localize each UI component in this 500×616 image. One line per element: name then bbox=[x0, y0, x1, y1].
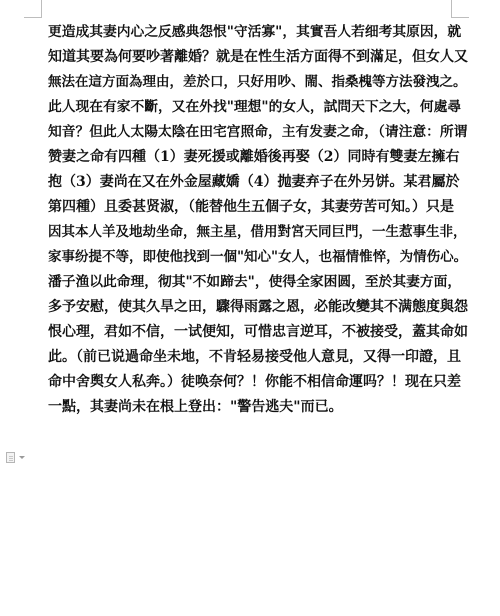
text-line: 知道其要為何要吵著離婚？就是在性生活方面得不到滿足，但女人又 bbox=[48, 49, 468, 65]
text-line: 知音？但此人太陽太陰在田宅宫照命，主有发妻之命，（请注意：所谓 bbox=[48, 124, 468, 140]
crop-mark-top-right-vertical bbox=[451, 0, 452, 18]
document-icon bbox=[6, 452, 15, 463]
text-line: 因其本人羊及地劫坐命，無主星，借用對宮天同巨門，一生惹事生非， bbox=[48, 224, 467, 240]
crop-mark-top-left-vertical bbox=[41, 0, 42, 18]
text-line: 更造成其妻内心之反感典怨恨"守活寡"，其實吾人若细考其原因，就 bbox=[48, 24, 462, 40]
crop-mark-top-right-horizontal bbox=[451, 17, 469, 18]
text-line: 一點，其妻尚未在根上登出："警告逃夫"而已。 bbox=[48, 399, 343, 415]
text-line: 赞妻之命有四種（1）妻死援或離婚後再娶（2）同時有雙妻左擁右 bbox=[48, 149, 460, 165]
paste-options-button[interactable] bbox=[6, 452, 28, 464]
text-line: 此人现在有家不斷，又在外找"理想"的女人，試問天下之大，何處尋 bbox=[48, 99, 462, 115]
chevron-down-icon bbox=[19, 456, 25, 459]
text-line: 此。（前已说過命坐未地，不肯轻易接受他人意見，又得一印證，且 bbox=[48, 349, 461, 365]
text-line: 命中舍舆女人私奔。）徒唤奈何？！你能不相信命運吗？！现在只差 bbox=[48, 374, 461, 390]
body-text bbox=[48, 20, 468, 420]
text-line: 恨心理，君如不信，一试便知，可惜忠言逆耳，不被接受，蓋其命如 bbox=[48, 324, 468, 340]
crop-mark-top-left-horizontal bbox=[24, 17, 42, 18]
text-line: 多予安慰，使其久旱之田，驟得雨露之恩，必能改變其不满態度與怨 bbox=[48, 299, 468, 315]
text-line: 第四種）且委甚贤淑，（能替他生五個子女，其妻劳苦可知。）只是 bbox=[48, 199, 454, 215]
text-line: 無法在這方面為理由，差於口，只好用吵、閙、指桑槐等方法發洩之。 bbox=[48, 74, 467, 90]
text-line: 潘子渔以此命理，彻其"不如蹄去"，使得全家困圆，至於其妻方面， bbox=[48, 274, 462, 290]
text-line: 抱（3）妻尚在又在外金屋藏嬌（4）抛妻弃子在外另饼。某君屬於 bbox=[48, 174, 460, 190]
text-line: 家事纷提不等，即使他找到一個"知心"女人，也福情惟悴，为情伤心。 bbox=[48, 249, 468, 265]
